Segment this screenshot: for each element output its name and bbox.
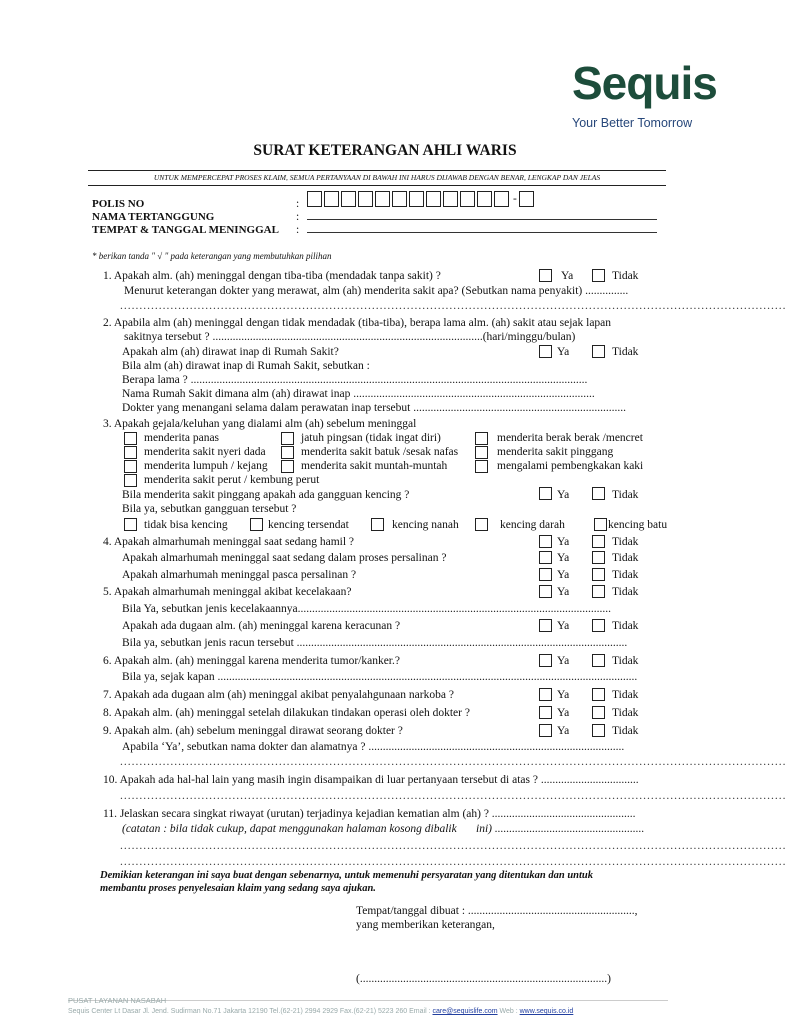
q3: 3. Apakah gejala/keluhan yang dialami alm (ah) sebelum meninggal [103,418,417,430]
q4b-yes-checkbox[interactable] [539,551,552,564]
symptom: menderita lumpuh / kejang [144,460,268,472]
q10[interactable]: 10. Apakah ada hal-hal lain yang masih ingin disampaikan di luar pertanyaan tersebut di atas ? .................................. [103,774,639,786]
q2-length[interactable]: Berapa lama ? .......................................................................................................................................... [122,374,588,386]
symptom: menderita sakit perut / kembung perut [144,474,320,486]
dotted-line[interactable]: ............................................................................................................................................................................ [120,856,787,868]
q9-yes-checkbox[interactable] [539,724,552,737]
q5-poison-type[interactable]: Bila ya, sebutkan jenis racun tersebut ................................................................................................................... [122,637,628,649]
q3-urine: Bila menderita sakit pinggang apakah ada gangguan kencing ? [122,489,410,501]
yes-label: Ya [557,552,570,564]
brand-name: Sequis [572,57,717,109]
urine-option: kencing darah [500,519,565,531]
insured-label: NAMA TERTANGGUNG [92,211,215,223]
q2-doctor[interactable]: Dokter yang menangani selama dalam perawatan inap tersebut .......................................................................... [122,402,626,414]
q11-note: (catatan : bila tidak cukup, dapat menggunakan halaman kosong dibalik [122,823,457,835]
q9: 9. Apakah alm. (ah) sebelum meninggal dirawat seorang dokter ? [103,725,403,737]
q5-poison: Apakah ada dugaan alm. (ah) meninggal karena keracunan ? [122,620,401,632]
yes-label: Ya [561,270,574,282]
s8-checkbox[interactable] [475,432,488,445]
death-label: TEMPAT & TANGGAL MENINGGAL [92,224,279,236]
insured-input[interactable] [307,219,657,220]
q4b-no-checkbox[interactable] [592,551,605,564]
symptom: menderita berak berak /mencret [497,432,643,444]
q3-yes-checkbox[interactable] [539,487,552,500]
colon: : [296,211,300,223]
q2-detail: Bila alm (ah) dirawat inap di Rumah Sakit, sebutkan : [122,360,370,372]
footer-title: PUSAT LAYANAN NASABAH [68,996,167,1005]
no-label: Tidak [612,536,639,548]
q5a-no-checkbox[interactable] [592,585,605,598]
death-input[interactable] [307,232,657,233]
polis-label: POLIS NO [92,198,145,210]
no-label: Tidak [612,346,639,358]
q8-no-checkbox[interactable] [592,706,605,719]
yes-label: Ya [557,707,570,719]
q8: 8. Apakah alm. (ah) meninggal setelah dilakukan tindakan operasi oleh dokter ? [103,707,470,719]
yes-label: Ya [557,655,570,667]
q5-accident-type[interactable]: Bila Ya, sebutkan jenis kecelakaannya............................................................................................................. [122,603,612,615]
k5-checkbox[interactable] [594,518,607,531]
yes-label: Ya [557,586,570,598]
q1-yes-checkbox[interactable] [539,269,552,282]
q6: 6. Apakah alm. (ah) meninggal karena menderita tumor/kanker.? [103,655,400,667]
symptom: jatuh pingsan (tidak ingat diri) [301,432,441,444]
q2-yes-checkbox[interactable] [539,345,552,358]
q6-since[interactable]: Bila ya, sejak kapan .................................................................................................................................................. [122,671,638,683]
yes-label: Ya [557,620,570,632]
yes-label: Ya [557,725,570,737]
q1-disease[interactable]: Menurut keterangan dokter yang merawat, alm (ah) menderita sakit apa? (Sebutkan nama penyakit) ............... [124,285,629,297]
signature-place-date[interactable]: Tempat/tanggal dibuat : .........................................................., [356,905,638,917]
q5a-yes-checkbox[interactable] [539,585,552,598]
s6-checkbox[interactable] [281,446,294,459]
q2-no-checkbox[interactable] [592,345,605,358]
symptom: menderita sakit nyeri dada [144,446,266,458]
yes-label: Ya [557,689,570,701]
hint: * berikan tanda " √ " pada keterangan yang membutuhkan pilihan [92,251,332,261]
sequis-logo [566,56,717,136]
colon: : [296,198,300,210]
q5a: 5. Apakah almarhumah meninggal akibat kecelakaan? [103,586,352,598]
q5c-yes-checkbox[interactable] [539,619,552,632]
footer-email-link[interactable]: care@sequislife.com [432,1008,498,1015]
q9-doctor[interactable]: Apabila ‘Ya’, sebutkan nama dokter dan alamatnya ? ......................................................................................... [122,741,625,753]
s5-checkbox[interactable] [281,432,294,445]
q2-hospital[interactable]: Nama Rumah Sakit dimana alm (ah) dirawat inap .................................................................................... [122,388,595,400]
q4c-yes-checkbox[interactable] [539,568,552,581]
q8-yes-checkbox[interactable] [539,706,552,719]
q4a: 4. Apakah almarhumah meninggal saat sedang hamil ? [103,536,355,548]
dotted-line[interactable]: ............................................................................................................................................................................ [120,756,787,768]
urine-option: kencing nanah [392,519,459,531]
q3-urine-detail: Bila ya, sebutkan gangguan tersebut ? [122,503,297,515]
signature-label: yang memberikan keterangan, [356,919,495,931]
symptom: menderita sakit batuk /sesak nafas [301,446,459,458]
colon: : [296,224,300,236]
q2: 2. Apabila alm (ah) meninggal dengan tidak mendadak (tiba-tiba), berapa lama alm. (ah) sakit atau sejak lapan [103,317,612,329]
brand-tagline: Your Better Tomorrow [572,116,693,130]
q6-no-checkbox[interactable] [592,654,605,667]
q9-no-checkbox[interactable] [592,724,605,737]
urine-option: kencing tersendat [268,519,349,531]
no-label: Tidak [612,489,639,501]
symptom: mengalami pembengkakan kaki [497,460,644,472]
yes-label: Ya [557,536,570,548]
k1-checkbox[interactable] [124,518,137,531]
dotted-line[interactable]: ............................................................................................................................................................................ [120,300,787,312]
k4-checkbox[interactable] [475,518,488,531]
q5c-no-checkbox[interactable] [592,619,605,632]
q7-no-checkbox[interactable] [592,688,605,701]
q1: 1. Apakah alm. (ah) meninggal dengan tiba-tiba (mendadak tanpa sakit) ? [103,270,441,282]
s4-checkbox[interactable] [124,474,137,487]
symptom: menderita sakit pinggang [497,446,614,458]
q4c-no-checkbox[interactable] [592,568,605,581]
q4a-yes-checkbox[interactable] [539,535,552,548]
dotted-line[interactable]: ............................................................................................................................................................................ [120,790,787,802]
q7-yes-checkbox[interactable] [539,688,552,701]
s10-checkbox[interactable] [475,460,488,473]
no-label: Tidak [612,655,639,667]
no-label: Tidak [612,707,639,719]
s1-checkbox[interactable] [124,432,137,445]
no-label: Tidak [612,552,639,564]
declaration-line-1: Demikian keterangan ini saya buat dengan sebenarnya, untuk memenuhi persyaratan yang ditentukan dan untuk [100,870,594,881]
dotted-line[interactable]: ............................................................................................................................................................................ [120,840,787,852]
q2-duration[interactable]: sakitnya tersebut ? ..............................................................................................(hari/minggu/bulan) [124,331,576,343]
yes-label: Ya [557,569,570,581]
q4c: Apakah almarhumah meninggal pasca persalinan ? [122,569,357,581]
symptom: menderita panas [144,432,220,444]
q6-yes-checkbox[interactable] [539,654,552,667]
footer-address: Sequis Center Lt Dasar Jl. Jend. Sudirman No.71 Jakarta 12190 Tel.(62-21) 2994 2929 Fax.(62-21) 5223 260 Email : care@sequislife.com Web : www.sequis.co.id [68,1008,574,1015]
k3-checkbox[interactable] [371,518,384,531]
s2-checkbox[interactable] [124,446,137,459]
q3-no-checkbox[interactable] [592,487,605,500]
no-label: Tidak [612,586,639,598]
symptom: menderita sakit muntah-muntah [301,460,448,472]
q2-inpatient: Apakah alm (ah) dirawat inap di Rumah Sakit? [122,346,339,358]
q11[interactable]: 11. Jelaskan secara singkat riwayat (urutan) terjadinya kejadian kematian alm (ah) ? .................................................. [103,808,636,820]
s3-checkbox[interactable] [124,460,137,473]
q1-no-checkbox[interactable] [592,269,605,282]
no-label: Tidak [612,569,639,581]
instruction-note: UNTUK MEMPERCEPAT PROSES KLAIM, SEMUA PERTANYAAN DI BAWAH INI HARUS DIJAWAB DENGAN BENAR, LENGKAP DAN JELAS [88,170,666,186]
s7-checkbox[interactable] [281,460,294,473]
urine-option: tidak bisa kencing [144,519,228,531]
urine-option: kencing batu [608,519,668,531]
no-label: Tidak [612,270,639,282]
no-label: Tidak [612,620,639,632]
polis-input[interactable]: - [307,191,536,207]
q11-note-end[interactable]: ini) .................................................... [476,823,645,835]
declaration-line-2: membantu proses penyelesaian klaim yang sedang saya ajukan. [100,883,376,894]
page-title: SURAT KETERANGAN AHLI WARIS [253,142,517,159]
signature-name[interactable]: (......................................................................................) [356,973,611,985]
k2-checkbox[interactable] [250,518,263,531]
q7: 7. Apakah ada dugaan alm (ah) meninggal akibat penyalahgunaan narkoba ? [103,689,454,701]
s9-checkbox[interactable] [475,446,488,459]
yes-label: Ya [557,346,570,358]
q4a-no-checkbox[interactable] [592,535,605,548]
q4b: Apakah almarhumah meninggal saat sedang dalam proses persalinan ? [122,552,447,564]
yes-label: Ya [557,489,570,501]
footer-web-link[interactable]: www.sequis.co.id [519,1008,574,1015]
no-label: Tidak [612,725,639,737]
no-label: Tidak [612,689,639,701]
